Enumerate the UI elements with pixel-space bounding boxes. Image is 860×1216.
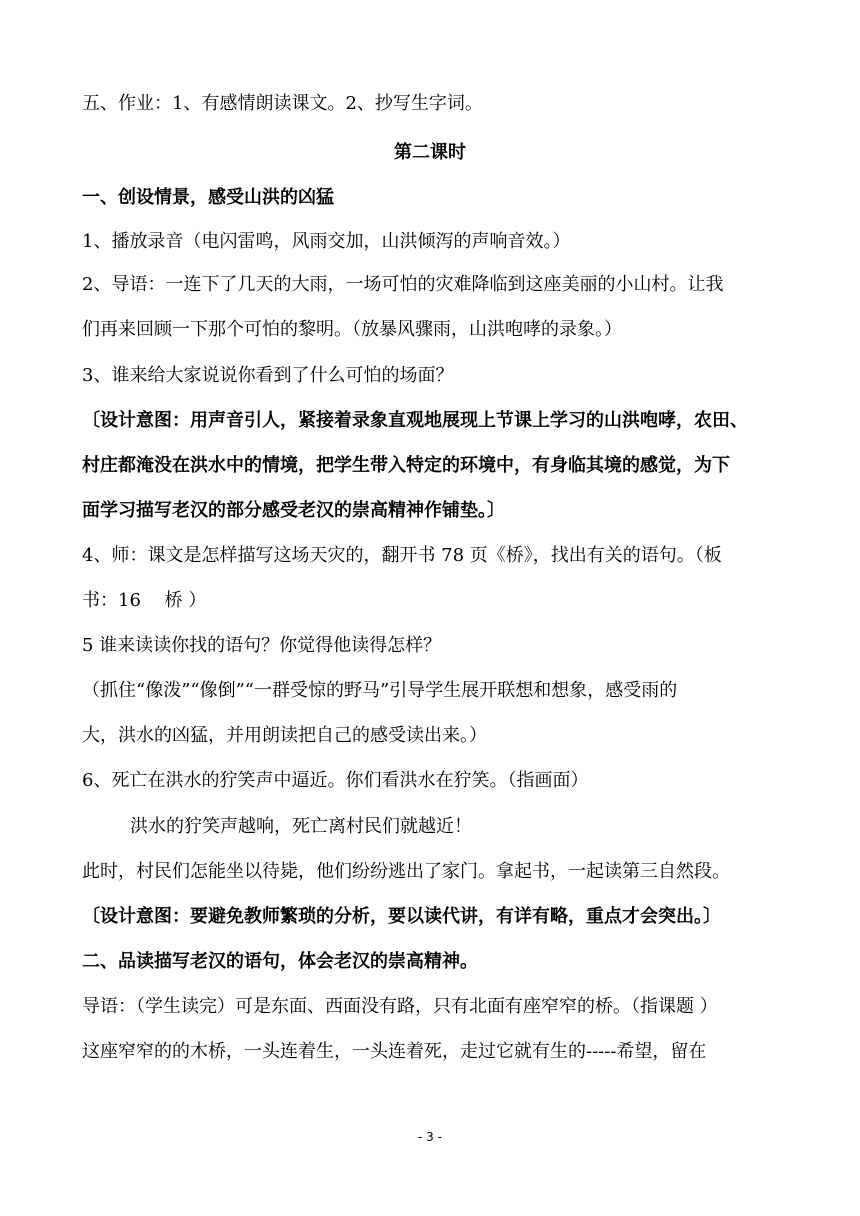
text-line: 4、师：课文是怎样描写这场天灾的，翻开书 78 页《桥》，找出有关的语句。（板 xyxy=(82,545,722,566)
design-intent-line: 面学习描写老汉的部分感受老汉的崇高精神作铺垫。〕 xyxy=(82,500,505,521)
text-line: 这座窄窄的的木桥，一头连着生，一头连着死，走过它就有生的-----希望，留在 xyxy=(82,1041,707,1062)
text-line: 2、导语：一连下了几天的大雨，一场可怕的灾难降临到这座美丽的小山村。让我 xyxy=(82,274,724,295)
text-line: 大，洪水的凶猛，并用朗读把自己的感受读出来。） xyxy=(82,725,487,746)
section-heading-1: 一、创设情景，感受山洪的凶猛 xyxy=(82,187,334,208)
indented-text-line: 洪水的狞笑声越响，死亡离村民们就越近！ xyxy=(130,816,472,837)
text-line: 此时，村民们怎能坐以待毙，他们纷纷逃出了家门。拿起书，一起读第三自然段。 xyxy=(82,861,730,882)
homework-line: 五、作业：1、有感情朗读课文。2、抄写生字词。 xyxy=(82,93,483,114)
text-line: 们再来回顾一下那个可怕的黎明。（放暴风骤雨，山洪咆哮的录象。） xyxy=(82,319,622,340)
lesson-heading: 第二课时 xyxy=(394,142,466,163)
text-line: 5 谁来读读你找的语句？你觉得他读得怎样？ xyxy=(82,635,442,656)
text-line: 导语：（学生读完）可是东面、西面没有路，只有北面有座窄窄的桥。（指课题 ） xyxy=(82,996,718,1017)
page-number: - 3 - xyxy=(418,1130,442,1144)
section-heading-2: 二、品读描写老汉的语句，体会老汉的崇高精神。 xyxy=(82,951,478,972)
design-intent-line: 〔设计意图：要避免教师繁琐的分析，要以读代讲，有详有略，重点才会突出。〕 xyxy=(82,906,721,927)
text-line: （抓住“像泼”“像倒”“一群受惊的野马”引导学生展开联想和想象，感受雨的 xyxy=(82,680,678,701)
design-intent-line: 村庄都淹没在洪水中的情境，把学生带入特定的环境中，有身临其境的感觉，为下 xyxy=(82,455,730,476)
text-line: 6、死亡在洪水的狞笑声中逼近。你们看洪水在狞笑。（指画面） xyxy=(82,770,589,791)
text-line: 3、谁来给大家说说你看到了什么可怕的场面？ xyxy=(82,365,454,386)
design-intent-line: 〔设计意图：用声音引人，紧接着录象直观地展现上节课上学习的山洪咆哮，农田、 xyxy=(82,410,748,431)
text-line: 书：16 桥 ） xyxy=(82,590,207,611)
text-line: 1、播放录音（电闪雷鸣，风雨交加，山洪倾泻的声响音效。） xyxy=(82,231,571,252)
